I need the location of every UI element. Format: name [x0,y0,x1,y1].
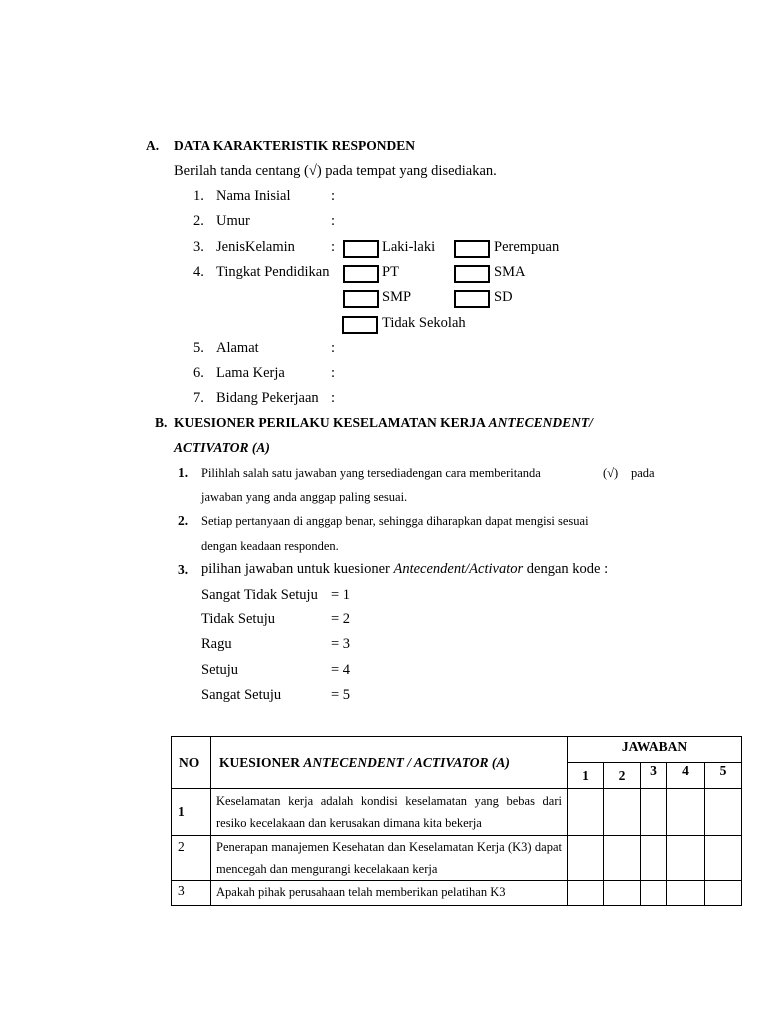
checkbox-sma[interactable] [454,265,490,283]
table-row [172,881,742,906]
answer-col-header: 3 [641,763,667,789]
section-a-instruction: Berilah tanda centang (√) pada tempat yang disediakan. [174,163,497,179]
scale-value: = 4 [331,662,351,678]
item-1-text: Pilihlah salah satu jawaban yang tersediadengan cara memberitanda [201,466,541,480]
section-b-title [174,415,593,431]
field-label-alamat: Alamat [216,340,259,356]
scale-label: Tidak Setuju [201,611,275,627]
checkbox-pt[interactable] [343,265,379,283]
option-smp: SMP [382,289,412,305]
checkbox-tidak-sekolah[interactable] [342,316,378,334]
field-label-bidang-pekerjaan: Bidang Pekerjaan [216,390,319,406]
item-1-line1 [201,466,657,481]
item-no: 3. [178,562,189,577]
scale-label: Sangat Setuju [201,687,282,703]
answer-col-header: 4 [667,763,705,789]
item-2-line2: dengan keadaan responden. [201,539,339,553]
answer-cell[interactable] [568,789,604,836]
item-no: 2. [178,513,189,528]
field-colon: : [331,340,336,356]
answer-cell[interactable] [604,836,641,881]
scale-value: = 5 [331,687,351,703]
scale-value: = 2 [331,611,351,627]
answer-col-header: 5 [705,763,742,789]
row-question: Penerapan manajemen Kesehatan dan Keselamatan Kerja (K3) dapat mencegah dan mengurangi kecelakaan kerja [211,836,568,881]
answer-cell[interactable] [604,789,641,836]
item-3-text-a: pilihan jawaban untuk kuesioner [201,561,394,577]
header-no: NO [172,737,211,789]
field-no: 6. [193,365,204,381]
field-colon: : [331,390,336,406]
section-b-title-line2: ACTIVATOR (A) [174,440,270,455]
field-no: 7. [193,390,204,406]
header-jawaban: JAWABAN [568,737,742,763]
answer-cell[interactable] [705,836,742,881]
answer-cell[interactable] [667,836,705,881]
item-3-text-italic: Antecendent/Activator [393,561,524,577]
option-tidak-sekolah: Tidak Sekolah [382,315,466,331]
field-label-jenis-kelamin: JenisKelamin [216,239,295,255]
answer-cell[interactable] [604,881,641,906]
field-colon: : [331,365,336,381]
row-no: 3 [172,881,211,906]
section-a-title: DATA KARAKTERISTIK RESPONDEN [174,138,416,153]
section-b-title-plain: KUESIONER PERILAKU KESELAMATAN KERJA [174,415,489,430]
answer-cell[interactable] [667,789,705,836]
table-row [172,836,742,881]
answer-col-header: 1 [568,763,604,789]
option-laki-laki: Laki-laki [382,239,436,255]
answer-cell[interactable] [641,881,667,906]
field-colon: : [331,188,336,204]
field-label-lama-kerja: Lama Kerja [216,365,285,381]
scale-value: = 1 [331,587,351,603]
answer-cell[interactable] [705,789,742,836]
section-b-letter: B. [155,415,168,430]
scale-label: Sangat Tidak Setuju [201,587,318,603]
field-label-nama: Nama Inisial [216,188,291,204]
scale-value: = 3 [331,636,351,652]
answer-cell[interactable] [705,881,742,906]
header-kuesioner [211,737,568,789]
answer-cell[interactable] [641,836,667,881]
answer-cell[interactable] [641,789,667,836]
scale-label: Setuju [201,662,239,678]
field-no: 1. [193,188,204,204]
item-1-end: pada [631,466,655,480]
field-colon: : [331,213,336,229]
checkbox-sd[interactable] [454,290,490,308]
answer-col-header: 2 [604,763,641,789]
field-label-pendidikan: Tingkat Pendidikan [216,264,330,280]
option-sma: SMA [494,264,526,280]
answer-cell[interactable] [568,881,604,906]
field-colon: : [331,239,336,255]
field-no: 4. [193,264,204,280]
item-no: 1. [178,465,189,480]
field-no: 5. [193,340,204,356]
field-no: 3. [193,239,204,255]
header-kuesioner-plain: KUESIONER [219,754,304,770]
header-kuesioner-italic: ANTECENDENT / ACTIVATOR (A) [303,754,510,770]
item-3-text [201,561,608,578]
table-row [172,789,742,836]
section-a-letter: A. [146,138,160,153]
row-question: Keselamatan kerja adalah kondisi keselamatan yang bebas dari resiko kecelakaan dan kerusakan dimana kita bekerja [211,789,568,836]
field-label-umur: Umur [216,213,250,229]
row-question: Apakah pihak perusahaan telah memberikan pelatihan K3 [211,881,568,906]
field-no: 2. [193,213,204,229]
row-no: 1 [172,789,211,836]
section-b-title-italic: ANTECENDENT/ [488,415,593,430]
item-3-text-b: dengan kode : [523,561,609,577]
item-1-line2: jawaban yang anda anggap paling sesuai. [201,490,408,504]
scale-label: Ragu [201,636,232,652]
checkbox-laki-laki[interactable] [343,240,379,258]
checkbox-perempuan[interactable] [454,240,490,258]
questionnaire-table [171,736,742,906]
row-no: 2 [172,836,211,881]
item-2-line1: Setiap pertanyaan di anggap benar, sehingga diharapkan dapat mengisi sesuai [201,514,589,528]
option-perempuan: Perempuan [494,239,560,255]
option-sd: SD [494,289,513,305]
answer-cell[interactable] [568,836,604,881]
answer-cell[interactable] [667,881,705,906]
option-pt: PT [382,264,399,280]
check-mark: (√) [603,466,619,480]
checkbox-smp[interactable] [343,290,379,308]
